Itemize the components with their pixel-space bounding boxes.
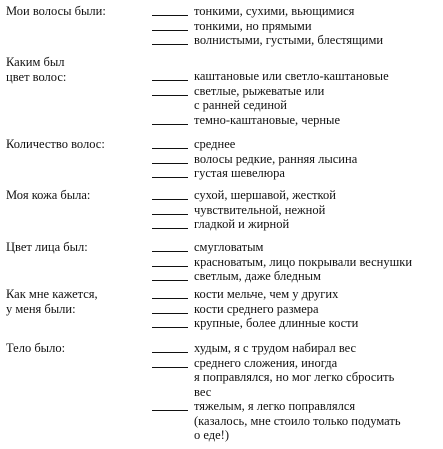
- answer-option: [152, 152, 443, 167]
- question-label: Тело было:: [6, 341, 66, 355]
- answer-blank[interactable]: [152, 15, 188, 16]
- option-text: каштановые или светло-каштановые: [194, 69, 389, 83]
- option-text: волнистыми, густыми, блестящими: [194, 33, 384, 47]
- question-label: Мои волосы были:: [6, 4, 106, 18]
- option-text: крупные, более длинные кости: [194, 316, 359, 330]
- answer-blank[interactable]: [152, 251, 188, 252]
- answer-option: [152, 302, 443, 317]
- answer-options: [152, 240, 443, 284]
- answer-option: [152, 399, 443, 443]
- answer-blank[interactable]: [152, 95, 188, 96]
- answer-option: [152, 166, 443, 181]
- option-text: светлые, рыжеватые или с ранней сединой: [194, 83, 325, 112]
- answer-option: [152, 203, 443, 218]
- answer-options: [152, 287, 443, 331]
- answer-blank[interactable]: [152, 44, 188, 45]
- answer-option: [152, 356, 443, 400]
- question-label: Моя кожа была:: [6, 188, 91, 202]
- option-text: кости мельче, чем у других: [194, 287, 339, 301]
- answer-blank[interactable]: [152, 410, 188, 411]
- answer-blank[interactable]: [152, 124, 188, 125]
- option-text: гладкой и жирной: [194, 217, 290, 231]
- answer-options: [152, 137, 443, 181]
- answer-blank[interactable]: [152, 148, 188, 149]
- answer-blank[interactable]: [152, 367, 188, 368]
- option-text: густая шевелюра: [194, 166, 285, 180]
- option-text: чувствительной, нежной: [194, 202, 326, 217]
- question-label: Цвет лица был:: [6, 240, 88, 254]
- answer-option: [152, 4, 443, 19]
- option-text: волосы редкие, ранняя лысина: [194, 151, 358, 166]
- question-label: Каким был цвет волос:: [6, 55, 67, 84]
- option-text: тонкими, но прямыми: [194, 18, 312, 33]
- answer-option: [152, 269, 443, 284]
- answer-blank[interactable]: [152, 177, 188, 178]
- question-label: Количество волос:: [6, 137, 105, 151]
- answer-blank[interactable]: [152, 327, 188, 328]
- answer-option: [152, 188, 443, 203]
- answer-options: [152, 188, 443, 232]
- answer-options: [152, 69, 443, 127]
- answer-option: [152, 19, 443, 34]
- answer-blank[interactable]: [152, 214, 188, 215]
- answer-blank[interactable]: [152, 280, 188, 281]
- answer-option: [152, 217, 443, 232]
- answer-option: [152, 33, 443, 48]
- answer-option: [152, 137, 443, 152]
- answer-options: [152, 4, 443, 48]
- answer-options: [152, 341, 443, 443]
- answer-option: [152, 84, 443, 113]
- option-text: тонкими, сухими, вьющимися: [194, 4, 355, 18]
- answer-option: [152, 113, 443, 128]
- option-text: светлым, даже бледным: [194, 269, 321, 283]
- answer-blank[interactable]: [152, 313, 188, 314]
- option-text: среднее: [194, 137, 236, 151]
- answer-blank[interactable]: [152, 352, 188, 353]
- answer-blank[interactable]: [152, 298, 188, 299]
- option-text: темно-каштановые, черные: [194, 112, 341, 127]
- answer-blank[interactable]: [152, 199, 188, 200]
- option-text: худым, я с трудом набирал вес: [194, 341, 357, 355]
- option-text: тяжелым, я легко поправлялся (казалось, мне стоило только подумать о еде!): [194, 399, 401, 442]
- answer-option: [152, 316, 443, 331]
- option-text: сухой, шершавой, жесткой: [194, 188, 336, 202]
- option-text: красноватым, лицо покрывали веснушки: [194, 254, 413, 269]
- question-label: Как мне кажется, у меня были:: [6, 287, 98, 316]
- answer-option: [152, 341, 443, 356]
- answer-blank[interactable]: [152, 266, 188, 267]
- answer-blank[interactable]: [152, 30, 188, 31]
- answer-blank[interactable]: [152, 228, 188, 229]
- answer-option: [152, 287, 443, 302]
- option-text: кости среднего размера: [194, 301, 319, 316]
- answer-blank[interactable]: [152, 80, 188, 81]
- answer-option: [152, 255, 443, 270]
- option-text: среднего сложения, иногда я поправлялся, но мог легко сбросить вес: [194, 355, 395, 399]
- answer-option: [152, 69, 443, 84]
- answer-option: [152, 240, 443, 255]
- option-text: смугловатым: [194, 240, 264, 254]
- answer-blank[interactable]: [152, 163, 188, 164]
